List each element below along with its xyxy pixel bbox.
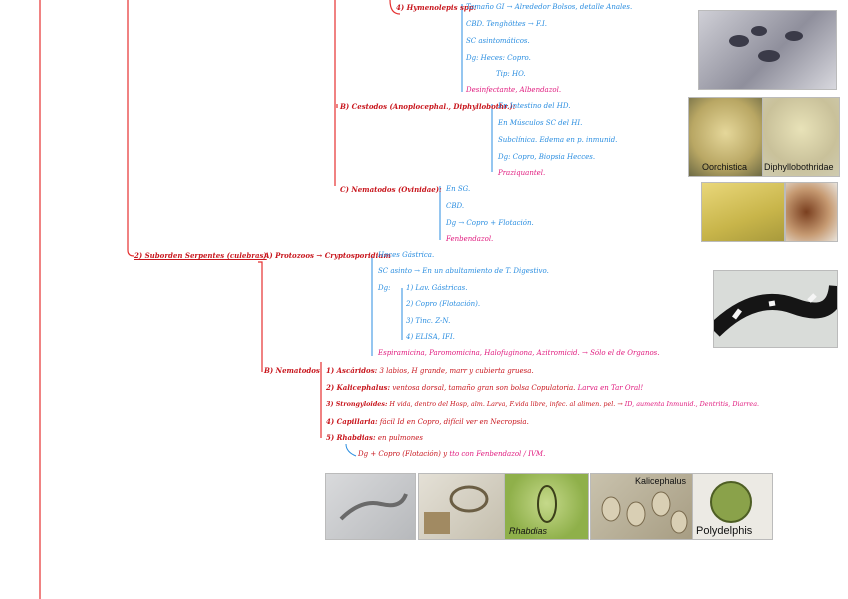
oorchistica-photo: [688, 97, 763, 177]
nematodos-ov-item-1: En SG.: [446, 185, 471, 193]
nematodo-row-5: [326, 433, 423, 442]
suborden-label: 2) Suborden Serpentes (culebras): [134, 251, 267, 260]
hymenolepis-item-3: SC asintomáticos.: [466, 37, 530, 45]
nematodo-val-5: en pulmones: [377, 434, 424, 442]
polydelphis-caption: Polydelphis: [696, 525, 753, 537]
ascaris-photo: [325, 473, 416, 540]
polydelphis-photo: [692, 473, 773, 540]
oorchistica-caption: Oorchistica: [702, 162, 748, 172]
diphyllobothridae-photo: [762, 97, 840, 177]
cestodos-item-5: Praziquantel.: [498, 169, 546, 177]
protozoos-item-4: 1) Lav. Gástricas.: [406, 284, 468, 292]
hymenolepis-item-6: Desinfectante, Albendazol.: [466, 86, 562, 94]
nematodo-key-2: 2) Kalicephalus:: [326, 383, 391, 392]
nematodo-row-4: [326, 417, 529, 426]
nematodos-ov-item-3: Dg → Copro + Flotación.: [446, 219, 534, 227]
treatment-text: Dg + Copro (Flotación) y: [358, 450, 448, 458]
rhabdias-caption: Rhabdias: [509, 526, 548, 536]
nematodo-val-4: fácil Id en Copro, difícil ver en Necropsia.: [379, 418, 529, 426]
hymenolepis-photo: [698, 10, 837, 90]
nematodo-key-5: 5) Rhabdias:: [326, 433, 376, 442]
protozoos-item-1: Heces Gástrica.: [378, 251, 435, 259]
protozoos-item-5: 2) Copro (Flotación).: [406, 300, 481, 308]
nematodo-row-1: [326, 366, 534, 375]
cestodos-label: B) Cestodos (Anoplocephal., Diphyllobothr.):: [340, 102, 516, 111]
nematodo-key-3: 3) Strongyloides:: [326, 400, 388, 408]
treatment-highlight: tto con Fenbendazol / IVM.: [449, 450, 546, 458]
protozoos-item-3: Dg:: [378, 284, 391, 292]
hymenolepis-item-1: Tamaño GI → Alrededor Bolsos, detalle Anales.: [466, 3, 633, 11]
nematodo-val-2: ventosa dorsal, tamaño gran son bolsa Copulatoria.: [392, 384, 576, 392]
protozoos-item-8: Espiramicina, Paromomicina, Halofuginona, Azitromicid. → Sólo el de Organos.: [378, 349, 660, 357]
nematodo-highlight-3: ID, aumenta Inmunid., Dentritis, Diarrea.: [624, 400, 760, 408]
nematode-photo-1: [701, 182, 785, 242]
snake-photo: [713, 270, 838, 348]
capillaria-photo: [418, 473, 505, 540]
hymenolepis-item-2: CBD. Tenghöttes → F.I.: [466, 20, 547, 28]
protozoos-item-6: 3) Tinc. Z-N.: [406, 317, 451, 325]
hymenolepis-item-5: Tip: HO.: [496, 70, 526, 78]
cestodos-item-3: Subclínica. Edema en p. inmunid.: [498, 136, 618, 144]
cestodos-item-4: Dg: Copro, Biopsia Hecces.: [498, 153, 596, 161]
rhabdias-photo: [504, 473, 589, 540]
protozoos-item-2: SC asinto → En un abultamiento de T. Digestivo.: [378, 267, 549, 275]
protozoos-label: A) Protozoos → Cryptosporidium: [264, 251, 391, 260]
kalicephalus-photo: [590, 473, 693, 540]
diphyllobothridae-caption: Diphyllobothridae: [764, 162, 834, 172]
nematodos-label: B) Nematodos: [264, 366, 320, 375]
nematode-photo-2: [785, 182, 838, 242]
nematodo-key-4: 4) Capillaria:: [326, 417, 378, 426]
nematodos-ov-item-2: CBD.: [446, 202, 465, 210]
hymenolepis-item-4: Dg: Heces: Copro.: [466, 54, 531, 62]
nematodo-key-1: 1) Ascáridos:: [326, 366, 378, 375]
hymenolepis-label: 4) Hymenolepis spp:: [396, 3, 477, 12]
kalicephalus-caption: Kalicephalus: [635, 476, 687, 486]
nematodo-row-2: [326, 383, 643, 392]
nematodo-val-3: H vida, dentro del Hosp, alm. Larva, F.vida libre, infec. al alimen. pel. →: [389, 400, 623, 408]
nematodos-ov-label: C) Nematodos (Ovinidae):: [340, 185, 442, 194]
nematodo-val-1: 3 labios, H grande, marr y cubierta gruesa.: [379, 367, 534, 375]
nematodos-ov-item-4: Fenbendazol.: [446, 235, 494, 243]
nematodo-highlight-2: Larva en Tar Oral!: [577, 384, 644, 392]
cestodos-item-1: En Intestino del HD.: [498, 102, 571, 110]
protozoos-item-7: 4) ELISA, IFI.: [406, 333, 455, 341]
nematodos-treatment: [358, 450, 545, 458]
cestodos-item-2: En Músculos SC del HI.: [498, 119, 583, 127]
nematodo-row-3: [326, 400, 759, 408]
